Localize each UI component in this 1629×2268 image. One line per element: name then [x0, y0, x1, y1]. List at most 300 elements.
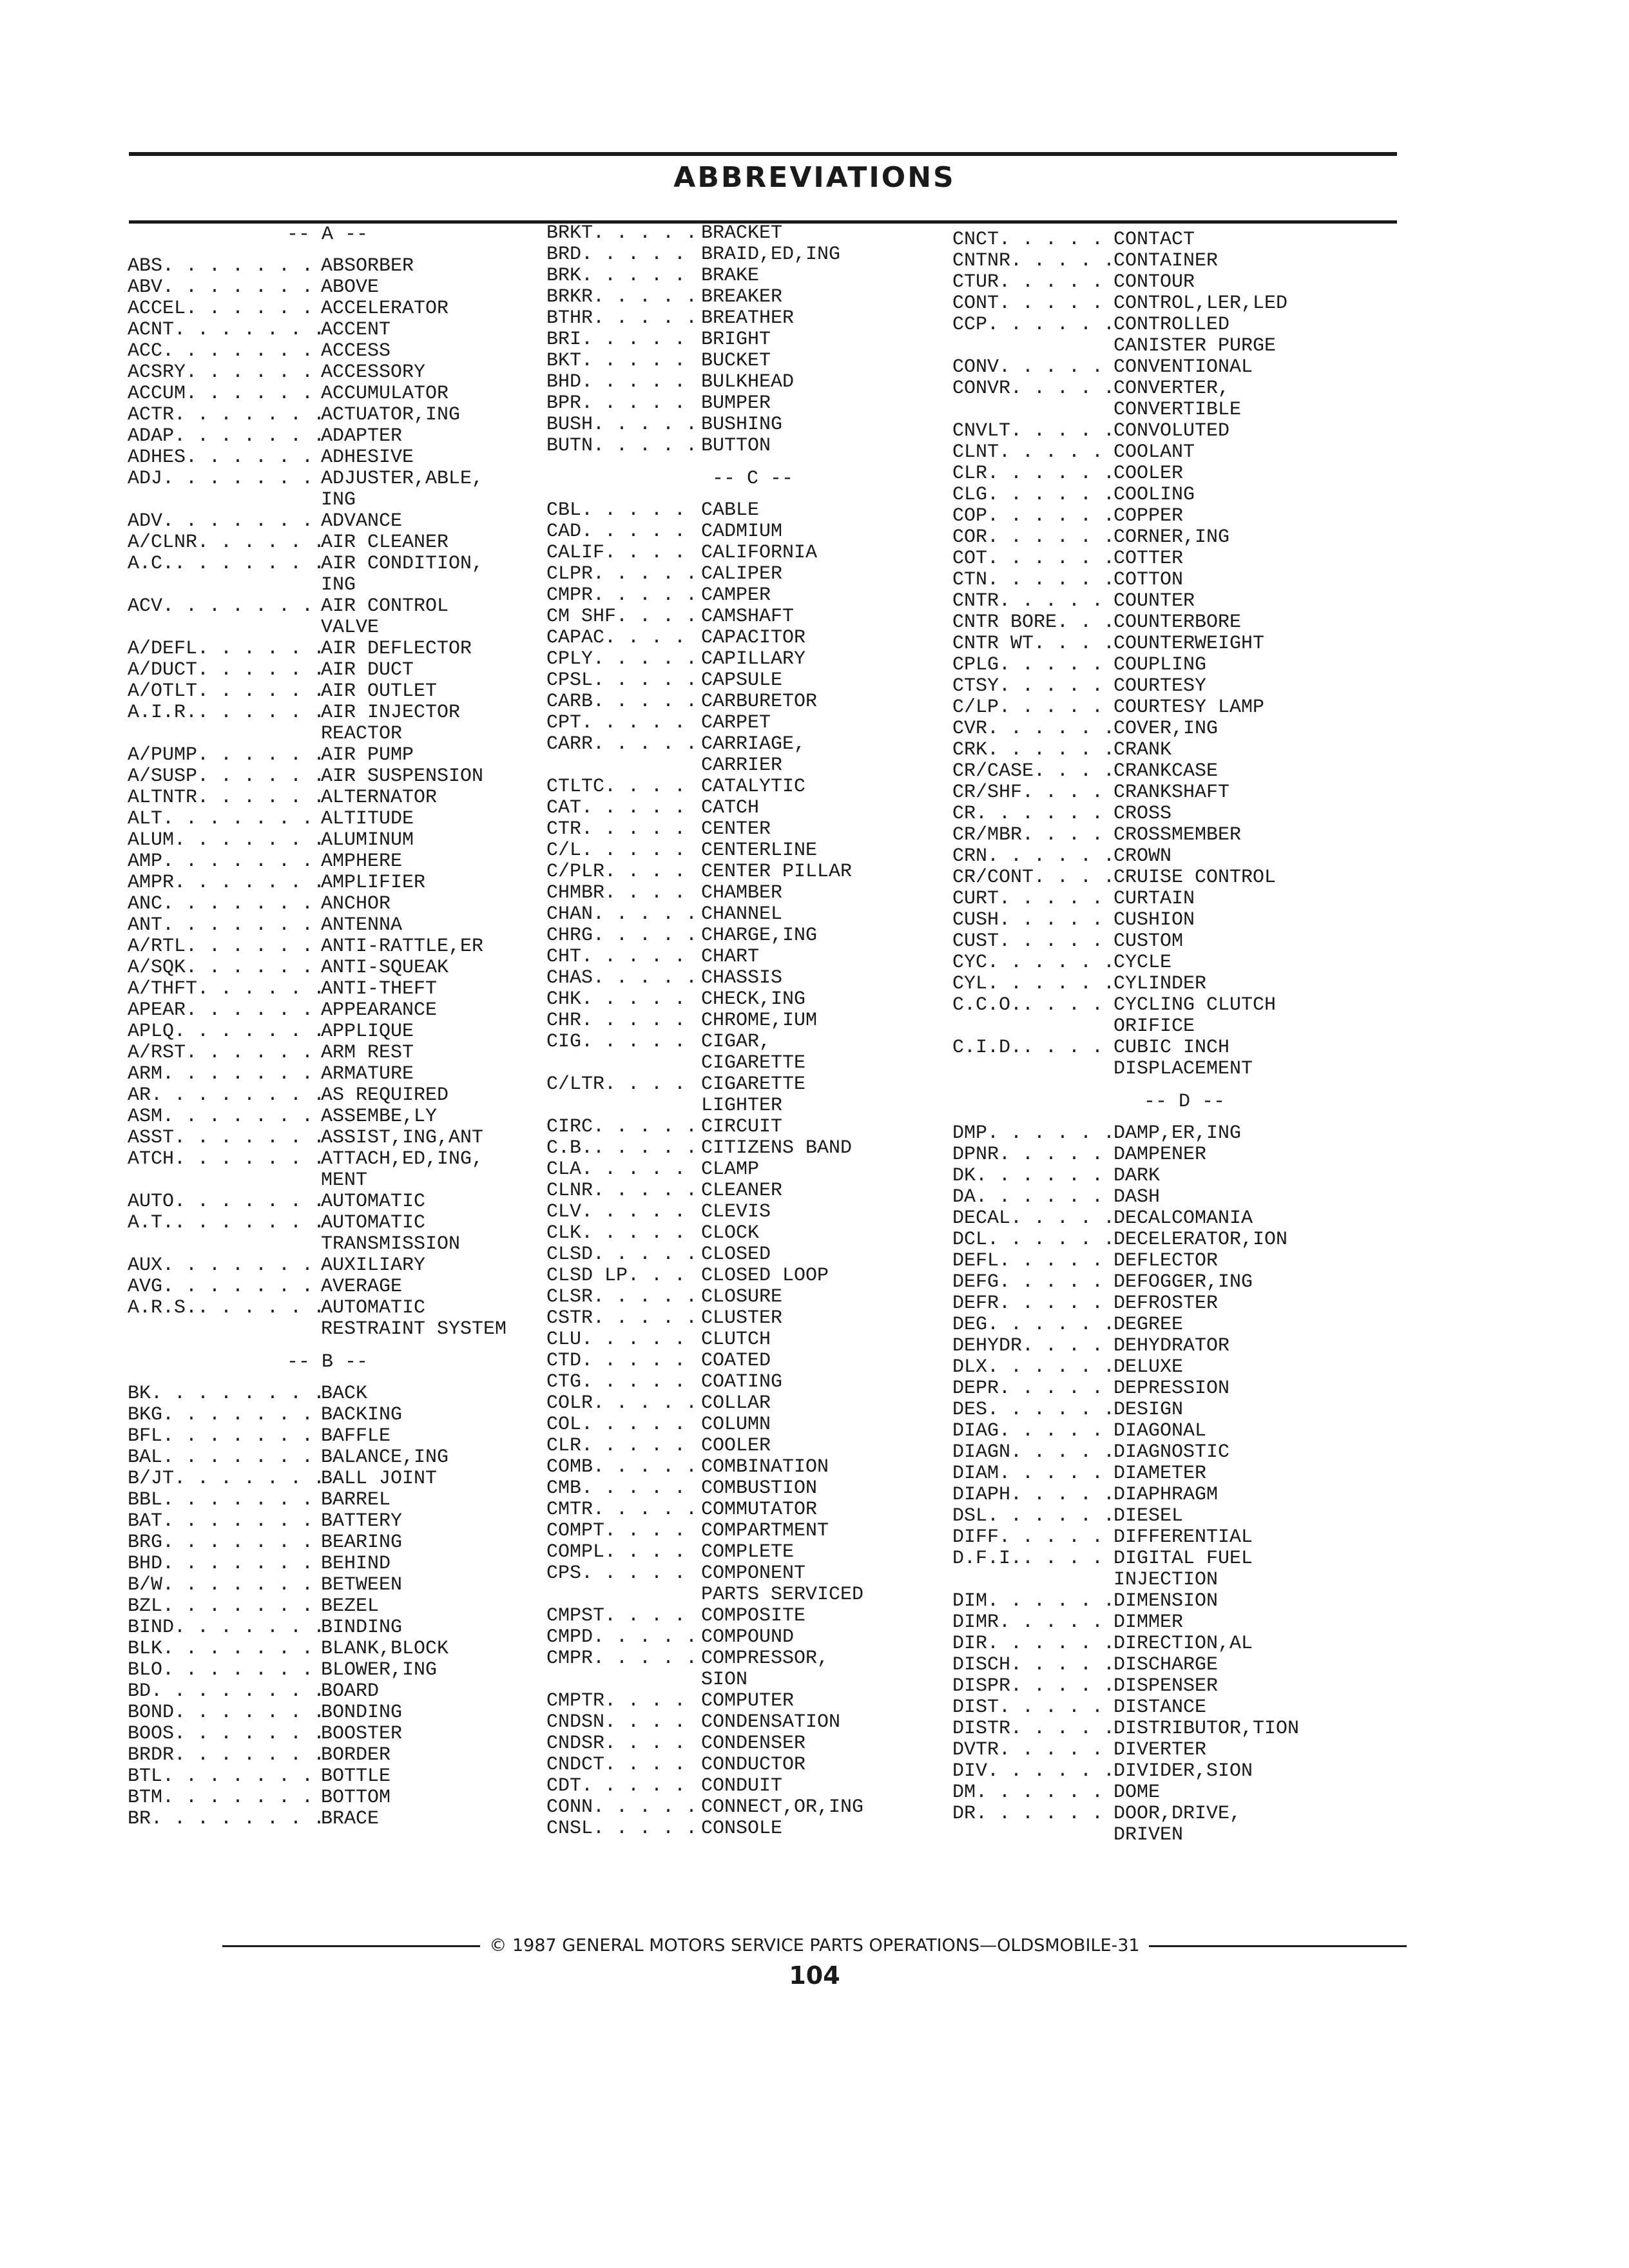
abbreviation: CMPTR: [546, 1691, 605, 1712]
definition: AIR DEFLECTOR: [321, 638, 472, 660]
dot-leader: [581, 1202, 701, 1223]
dot-leader: [987, 1633, 1113, 1655]
abbreviation: BTL: [128, 1766, 163, 1787]
definition: CLUSTER: [701, 1307, 783, 1329]
abbreviation-entry: [952, 910, 1416, 931]
definition: ANTI-THEFT: [321, 978, 438, 1000]
abbreviation-entry: [128, 1021, 527, 1043]
abbreviation: DK: [952, 1166, 976, 1187]
dot-leader: [987, 1229, 1113, 1251]
abbreviation: CPSL: [546, 670, 593, 691]
definition: BRAKE: [701, 265, 760, 287]
definition: CAMPER: [701, 584, 771, 606]
abbreviation-entry: [952, 1633, 1416, 1655]
abbreviation-entry: [128, 894, 527, 915]
abbreviation-entry: [128, 1085, 527, 1106]
dot-leader: [581, 1032, 701, 1053]
definition: CONTAINER: [1113, 250, 1219, 272]
abbreviation-entry: [546, 1372, 959, 1393]
definition: AIR CONTROL: [321, 595, 449, 617]
abbreviation: CONV: [952, 357, 999, 378]
dot-leader: [197, 639, 321, 660]
definition: CARBURETOR: [701, 691, 818, 713]
dot-leader: [581, 1414, 701, 1436]
abbreviation-entry: [546, 1287, 959, 1308]
dot-leader: [151, 1681, 321, 1702]
definition: CLOSED: [701, 1244, 771, 1265]
dot-leader: [162, 1426, 321, 1447]
definition-continuation: DRIVEN: [1113, 1824, 1184, 1846]
definition: COUPLING: [1113, 654, 1207, 676]
definition: CONDUIT: [701, 1775, 783, 1797]
abbreviation: AVG: [128, 1276, 163, 1298]
abbreviation: ADHES: [128, 447, 186, 468]
definition: CALIPER: [701, 563, 783, 585]
abbreviation: APLQ: [128, 1021, 175, 1043]
abbreviation-entry: [952, 889, 1416, 910]
abbreviation: CARR: [546, 734, 593, 755]
abbreviation-entry: [952, 1740, 1416, 1761]
abbreviation-entry: [128, 405, 527, 426]
abbreviation: AR: [128, 1085, 151, 1106]
abbreviation: CTR: [546, 819, 582, 840]
dot-leader: [976, 803, 1113, 825]
abbreviation-entry: [546, 1350, 959, 1372]
abbreviation-entry: [128, 341, 527, 362]
dot-leader: [593, 1308, 701, 1329]
abbreviation: C/L: [546, 840, 582, 861]
abbreviation-entry: [546, 734, 959, 755]
dot-leader: [174, 1617, 321, 1639]
abbreviation: CMPST: [546, 1606, 605, 1627]
footer-rule-right: [1149, 1945, 1407, 1947]
abbreviation: CDT: [546, 1776, 582, 1797]
abbreviation: COL: [546, 1414, 582, 1436]
abbreviation-entry: [952, 1251, 1416, 1272]
dot-leader: [999, 1463, 1113, 1485]
abbreviation: CLSD LP: [546, 1265, 628, 1287]
definition: DIGITAL FUEL: [1113, 1548, 1253, 1570]
definition: CRANKCASE: [1113, 760, 1219, 782]
definition: CHART: [701, 946, 760, 968]
definition: CHARGE,ING: [701, 925, 818, 947]
definition-continuation: TRANSMISSION: [321, 1233, 461, 1255]
abbreviation-entry: [128, 1213, 527, 1234]
abbreviation-entry: [952, 1166, 1416, 1187]
definition: DEFROSTER: [1113, 1293, 1219, 1314]
definition-continuation: SION: [701, 1669, 748, 1691]
dot-leader: [1034, 867, 1113, 889]
dot-leader: [1010, 421, 1113, 442]
definition-continuation: REACTOR: [321, 723, 403, 745]
abbreviation-entry: [546, 1542, 959, 1563]
abbreviation-entry: [128, 1106, 527, 1128]
abbreviation-entry: [128, 915, 527, 936]
abbreviation: CTN: [952, 570, 988, 591]
abbreviation: CUSH: [952, 910, 999, 931]
abbreviation-entry: [546, 414, 959, 436]
abbreviation: DEFL: [952, 1251, 999, 1272]
abbreviation: DIAPH: [952, 1485, 1011, 1506]
abbreviation-entry: [952, 1123, 1416, 1144]
dot-leader: [593, 670, 701, 691]
abbreviation: C/PLR: [546, 861, 605, 883]
dot-leader: [1010, 1676, 1113, 1697]
definition: CADMIUM: [701, 521, 783, 543]
dot-leader: [581, 819, 701, 840]
dot-leader: [999, 1272, 1113, 1293]
abbreviation-entry: [952, 931, 1416, 952]
dot-leader: [987, 506, 1113, 527]
definition: BUTTON: [701, 435, 771, 457]
abbreviation: BRG: [128, 1532, 163, 1553]
abbreviation-entry: [128, 1128, 527, 1149]
abbreviation-entry: [546, 1499, 959, 1521]
dot-leader: [604, 861, 701, 883]
abbreviation-entry: [128, 1149, 527, 1170]
definition: CLOSURE: [701, 1286, 783, 1308]
dot-leader: [162, 596, 321, 617]
definition: BLANK,BLOCK: [321, 1638, 449, 1660]
definition: DARK: [1113, 1165, 1161, 1187]
definition-continuation: ORIFICE: [1113, 1015, 1195, 1037]
dot-leader: [197, 660, 321, 681]
definition: CUSTOM: [1113, 930, 1184, 952]
dot-leader: [174, 1745, 321, 1766]
abbreviation-entry: [952, 1187, 1416, 1208]
abbreviation: CSTR: [546, 1308, 593, 1329]
definition-continuation: LIGHTER: [701, 1095, 783, 1117]
abbreviation: BAL: [128, 1447, 163, 1468]
definition: CENTERLINE: [701, 840, 818, 861]
abbreviation-entry: [546, 606, 959, 628]
abbreviation-entry: [546, 585, 959, 606]
definition: CIGAR,: [701, 1031, 771, 1053]
definition-continuation: INJECTION: [1113, 1569, 1219, 1591]
abbreviation: AMP: [128, 851, 163, 872]
definition: DIMMER: [1113, 1611, 1184, 1633]
definition: CARRIAGE,: [701, 733, 806, 755]
abbreviation: BOND: [128, 1702, 175, 1724]
abbreviation: C.C.O.: [952, 995, 1023, 1016]
abbreviation: BOOS: [128, 1724, 175, 1745]
definition: CONVENTIONAL: [1113, 356, 1253, 378]
definition: CALIFORNIA: [701, 542, 818, 564]
definition: ACCELERATOR: [321, 298, 449, 320]
dot-leader: [604, 1606, 701, 1627]
dot-leader: [999, 442, 1113, 463]
abbreviation-entry: [128, 553, 527, 575]
definition: AMPHERE: [321, 850, 403, 872]
abbreviation: BK: [128, 1383, 151, 1405]
dot-leader: [581, 393, 701, 414]
abbreviation-entry: [952, 357, 1416, 378]
dot-leader: [197, 787, 321, 809]
abbreviation-entry: [128, 596, 527, 617]
abbreviation: CAPAC: [546, 628, 605, 649]
dot-leader: [1022, 1336, 1113, 1357]
dot-leader: [987, 718, 1113, 740]
definition: COPPER: [1113, 505, 1184, 527]
definition: ADVANCE: [321, 510, 403, 532]
dot-leader: [162, 1255, 321, 1276]
definition: CONSOLE: [701, 1818, 783, 1840]
dot-leader: [593, 1499, 701, 1521]
dot-leader: [593, 308, 701, 329]
abbreviation-entry: [128, 745, 527, 766]
dot-leader: [162, 1447, 321, 1468]
abbreviation: A/OTLT: [128, 681, 198, 702]
abbreviation: CURT: [952, 889, 999, 910]
abbreviation: CCP: [952, 314, 988, 336]
definition: CLOCK: [701, 1222, 760, 1244]
definition: DEFLECTOR: [1113, 1250, 1219, 1272]
definition: BUCKET: [701, 350, 771, 372]
dot-leader: [162, 468, 321, 490]
abbreviation: CMB: [546, 1478, 582, 1499]
abbreviation-entry: [952, 1803, 1416, 1825]
definition: ACCESS: [321, 340, 391, 362]
abbreviation: DES: [952, 1399, 988, 1421]
abbreviation-entry: [952, 803, 1416, 825]
abbreviation: CR/CASE: [952, 761, 1034, 782]
dot-leader: [174, 1468, 321, 1490]
definition-continuation: ING: [321, 489, 356, 511]
abbreviation: CHRG: [546, 925, 593, 947]
definition: DAMPENER: [1113, 1144, 1207, 1166]
dot-leader: [987, 846, 1113, 867]
abbreviation-entry: [952, 1718, 1416, 1740]
definition: CONVERTER,: [1113, 378, 1230, 399]
abbreviation-entry: [546, 1308, 959, 1329]
definition: BRAID,ED,ING: [701, 244, 841, 265]
abbreviation: APEAR: [128, 1000, 186, 1021]
abbreviation-entry: [952, 506, 1416, 527]
definition: DIRECTION,AL: [1113, 1633, 1253, 1655]
definition: CROSS: [1113, 803, 1172, 825]
abbreviation-entry: [128, 702, 527, 724]
abbreviation-entry: [128, 1596, 527, 1617]
definition: CRUISE CONTROL: [1113, 867, 1277, 889]
definition: BETWEEN: [321, 1574, 403, 1596]
abbreviation: COR: [952, 527, 988, 548]
dot-leader: [174, 1702, 321, 1724]
abbreviation-entry: [128, 1553, 527, 1575]
abbreviation-entry: [546, 351, 959, 372]
abbreviation: ATCH: [128, 1149, 175, 1170]
definition: ANTI-RATTLE,ER: [321, 936, 484, 957]
definition: CABLE: [701, 499, 760, 521]
abbreviation: BTM: [128, 1787, 163, 1809]
abbreviation-entry: [546, 1457, 959, 1478]
abbreviation: CRK: [952, 740, 988, 761]
definition: CONTROLLED: [1113, 314, 1230, 336]
abbreviation: COT: [952, 548, 988, 570]
abbreviation: CMPR: [546, 585, 593, 606]
definition: CUBIC INCH: [1113, 1037, 1230, 1059]
dot-leader: [987, 463, 1113, 485]
abbreviation: BZL: [128, 1596, 163, 1617]
abbreviation: A/RTL: [128, 936, 186, 957]
definition: BEARING: [321, 1532, 403, 1553]
abbreviation-entry: [952, 718, 1416, 740]
abbreviation-entry: [952, 442, 1416, 463]
abbreviation: BKG: [128, 1405, 163, 1426]
dot-leader: [581, 989, 701, 1010]
definition: BREAKER: [701, 286, 783, 308]
definition-continuation: PARTS SERVICED: [701, 1584, 864, 1606]
definition-continuation: CIGARETTE: [701, 1052, 806, 1074]
definition: AIR CLEANER: [321, 532, 449, 553]
abbreviation: CHAN: [546, 904, 593, 925]
dot-leader: [604, 1754, 701, 1776]
abbreviation: DIFF: [952, 1527, 999, 1548]
abbreviation-entry: [128, 1809, 527, 1830]
definition: DEGREE: [1113, 1314, 1184, 1336]
abbreviation: CLPR: [546, 564, 593, 585]
abbreviation-entry: [952, 378, 1416, 399]
definition: CARPET: [701, 712, 771, 734]
definition: CRANKSHAFT: [1113, 782, 1230, 803]
dot-leader: [604, 1074, 701, 1095]
definition: BALL JOINT: [321, 1468, 438, 1490]
section-header: -- C --: [711, 468, 794, 490]
dot-leader: [197, 532, 321, 553]
dot-leader: [581, 329, 701, 351]
abbreviation: CALIF: [546, 543, 605, 564]
column-3: [952, 229, 1416, 1846]
dot-leader: [593, 734, 701, 755]
abbreviation: DECAL: [952, 1208, 1011, 1229]
abbreviation: A/CLNR: [128, 532, 198, 553]
definition: DIAPHRAGM: [1113, 1484, 1219, 1506]
abbreviation: CTSY: [952, 676, 999, 697]
dot-leader: [593, 414, 701, 436]
abbreviation-entry: [128, 1490, 527, 1511]
dot-leader: [581, 1350, 701, 1372]
abbreviation: CUST: [952, 931, 999, 952]
dot-leader: [987, 1761, 1113, 1782]
abbreviation-entry: [952, 314, 1416, 336]
dot-leader: [581, 351, 701, 372]
abbreviation-entry: [952, 1655, 1416, 1676]
abbreviation: CMPR: [546, 1648, 593, 1669]
abbreviation-entry: [952, 1442, 1416, 1463]
abbreviation-entry: [952, 570, 1416, 591]
abbreviation-entry: [128, 1255, 527, 1276]
definition: ABOVE: [321, 276, 380, 298]
section-header: -- D --: [1143, 1091, 1226, 1113]
definition: DIFFERENTIAL: [1113, 1526, 1253, 1548]
abbreviation-entry: [128, 1511, 527, 1532]
abbreviation-entry: [952, 1229, 1416, 1251]
abbreviation-entry: [546, 1691, 959, 1712]
abbreviation-entry: [128, 362, 527, 383]
definition: BEHIND: [321, 1553, 391, 1575]
abbreviation: C/LP: [952, 697, 999, 718]
abbreviation-entry: [546, 1563, 959, 1584]
abbreviation-entry: [128, 1702, 527, 1724]
definition: CITIZENS BAND: [701, 1137, 853, 1159]
definition: AIR PUMP: [321, 744, 414, 766]
definition: COOLING: [1113, 484, 1195, 506]
abbreviation: BFL: [128, 1426, 163, 1447]
abbreviation-entry: [952, 974, 1416, 995]
abbreviation-entry: [546, 265, 959, 287]
abbreviation-entry: [128, 532, 527, 553]
dot-leader: [186, 1000, 321, 1021]
definition: CIRCUIT: [701, 1116, 783, 1138]
definition-continuation: DISPLACEMENT: [1113, 1058, 1253, 1080]
abbreviation-entry: [128, 1468, 527, 1490]
abbreviation-entry: [128, 1617, 527, 1639]
dot-leader: [593, 287, 701, 308]
dot-leader: [604, 1733, 701, 1754]
abbreviation-entry: [128, 957, 527, 979]
abbreviation-entry: [128, 1383, 527, 1405]
abbreviation-entry: [128, 1787, 527, 1809]
definition: DIAGNOSTIC: [1113, 1441, 1230, 1463]
dot-leader: [186, 298, 321, 320]
dot-leader: [987, 1399, 1113, 1421]
abbreviation-entry: [952, 527, 1416, 548]
definition: DESIGN: [1113, 1399, 1184, 1421]
definition: ADHESIVE: [321, 447, 414, 468]
definition: BOOSTER: [321, 1723, 403, 1745]
definition: CONTROL,LER,LED: [1113, 293, 1288, 314]
abbreviation: A/DEFL: [128, 639, 198, 660]
definition: BARREL: [321, 1489, 391, 1511]
dot-leader: [616, 606, 701, 628]
dot-leader: [151, 1085, 321, 1106]
abbreviation-entry: [546, 1202, 959, 1223]
abbreviation: CLG: [952, 485, 988, 506]
abbreviation: CNDCT: [546, 1754, 605, 1776]
abbreviation: CONN: [546, 1797, 593, 1818]
abbreviation-entry: [546, 1138, 959, 1159]
abbreviation-entry: [128, 1660, 527, 1681]
footer: [0, 1936, 1629, 1956]
definition: CONTACT: [1113, 229, 1195, 251]
definition: BACK: [321, 1383, 368, 1405]
dot-leader: [162, 915, 321, 936]
dot-leader: [581, 521, 701, 543]
dot-leader: [197, 681, 321, 702]
abbreviation-entry: [952, 761, 1416, 782]
dot-leader: [976, 1187, 1113, 1208]
abbreviation: DISTR: [952, 1718, 1011, 1740]
abbreviation-entry: [952, 1421, 1416, 1442]
abbreviation: C/LTR: [546, 1074, 605, 1095]
definition: DOME: [1113, 1782, 1161, 1803]
abbreviation: CMPD: [546, 1627, 593, 1648]
abbreviation-entry: [546, 1627, 959, 1648]
definition: DEFOGGER,ING: [1113, 1271, 1253, 1293]
abbreviation: CLNT: [952, 442, 999, 463]
definition: ATTACH,ED,ING,: [321, 1148, 484, 1170]
definition: CLUTCH: [701, 1329, 771, 1350]
definition: CROWN: [1113, 845, 1172, 867]
definition: ASSIST,ING,ANT: [321, 1127, 484, 1149]
definition: AMPLIFIER: [321, 872, 426, 894]
definition: COMPOUND: [701, 1626, 795, 1648]
definition: ARM REST: [321, 1042, 414, 1064]
dot-leader: [999, 889, 1113, 910]
definition: BACKING: [321, 1404, 403, 1426]
dot-leader: [581, 1372, 701, 1393]
definition: CAPACITOR: [701, 627, 806, 649]
abbreviation: BHD: [128, 1553, 163, 1575]
